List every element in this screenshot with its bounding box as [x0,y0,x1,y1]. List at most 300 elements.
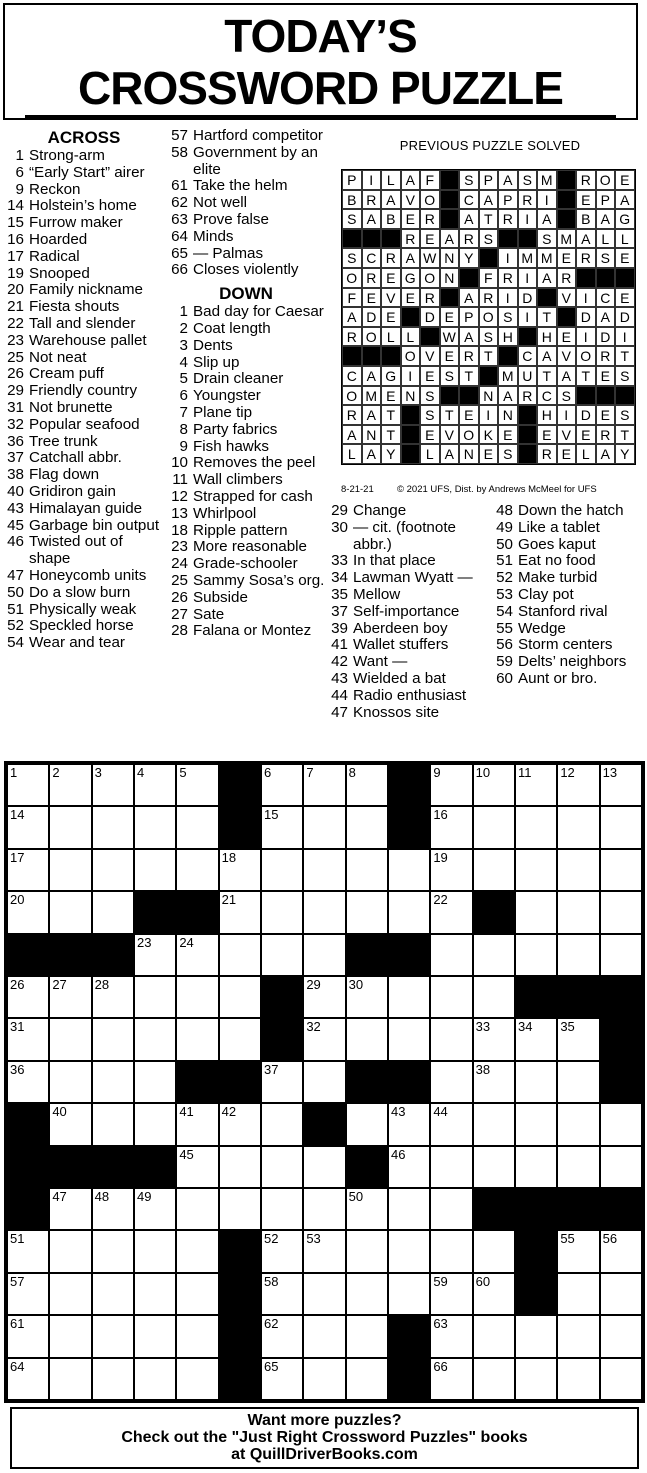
grid-cell[interactable] [557,891,599,933]
solution-letter: A [459,288,479,308]
grid-cell[interactable] [515,806,557,848]
grid-cell[interactable] [7,849,49,891]
grid-cell[interactable] [557,1018,599,1060]
clue-text: Like a tablet [518,518,600,536]
grid-cell[interactable] [600,1358,642,1400]
grid-cell[interactable] [430,934,472,976]
grid-cell[interactable] [219,1103,261,1145]
grid-cell[interactable] [388,1103,430,1145]
grid-cell[interactable] [219,849,261,891]
clue-number: 13 [171,504,188,522]
solution-letter: O [401,346,421,366]
grid-cell[interactable] [430,1188,472,1230]
grid-cell[interactable] [430,1358,472,1400]
solution-black-square [498,346,518,366]
grid-cell[interactable] [430,1018,472,1060]
grid-cell[interactable] [92,1188,134,1230]
grid-cell[interactable] [7,1230,49,1272]
solution-letter: A [362,444,382,464]
solution-black-square [518,444,538,464]
clue-text: Removes the peel [193,454,316,472]
grid-cell[interactable] [600,806,642,848]
clue-item [4,568,164,585]
grid-cell[interactable] [515,1146,557,1188]
grid-cell[interactable] [49,1315,91,1357]
grid-cell[interactable] [49,849,91,891]
grid-cell[interactable] [303,934,345,976]
grid-cell[interactable] [557,934,599,976]
grid-cell[interactable] [515,934,557,976]
grid-cell[interactable] [515,1103,557,1145]
solution-letter: Y [615,444,635,464]
grid-cell[interactable] [92,1061,134,1103]
grid-cell[interactable] [92,1018,134,1060]
clue-number: 7 [179,403,188,421]
crossword-grid [4,761,645,1403]
grid-cell[interactable] [515,764,557,806]
solution-letter: H [498,327,518,347]
clue-text: Hoarded [29,230,88,248]
grid-cell[interactable] [261,1188,303,1230]
grid-cell[interactable] [600,1146,642,1188]
grid-cell[interactable] [388,1146,430,1188]
solution-black-square [381,229,401,249]
solution-letter: C [342,366,362,386]
clue-item [4,316,164,333]
solution-black-square [401,307,421,327]
solution-letter: R [537,444,557,464]
grid-cell[interactable] [430,891,472,933]
grid-cell[interactable] [346,1188,388,1230]
black-square [134,1146,176,1188]
grid-cell[interactable] [388,1273,430,1315]
grid-cell[interactable] [176,934,218,976]
grid-cell[interactable] [176,1273,218,1315]
black-square [557,976,599,1018]
grid-cell[interactable] [7,1315,49,1357]
grid-cell[interactable] [261,1146,303,1188]
grid-cell[interactable] [49,764,91,806]
solution-letter: A [615,190,635,210]
grid-cell[interactable] [430,976,472,1018]
grid-cell[interactable] [600,764,642,806]
solution-black-square [440,386,460,406]
grid-cell[interactable] [219,1188,261,1230]
solution-letter: T [615,425,635,445]
grid-cell[interactable] [388,1230,430,1272]
clue-number: 50 [7,583,24,601]
grid-cell[interactable] [346,1358,388,1400]
solution-black-square [615,268,635,288]
grid-cell[interactable] [303,764,345,806]
solution-letter: A [479,190,499,210]
solution-letter: A [362,405,382,425]
down-clues-column-4 [493,503,645,688]
clue-item [166,422,326,439]
grid-cell[interactable] [7,1358,49,1400]
grid-cell[interactable] [261,1230,303,1272]
grid-cell[interactable] [92,1315,134,1357]
solution-black-square [518,425,538,445]
grid-cell[interactable] [7,1061,49,1103]
grid-cell[interactable] [557,1146,599,1188]
cell-number: 42 [221,1104,237,1120]
grid-cell[interactable] [134,849,176,891]
clue-text: Wear and tear [29,634,125,652]
clue-item [328,570,496,587]
grid-cell[interactable] [557,1315,599,1357]
grid-cell[interactable] [515,891,557,933]
grid-cell[interactable] [346,891,388,933]
grid-cell[interactable] [430,1230,472,1272]
grid-cell[interactable] [7,891,49,933]
grid-cell[interactable] [430,806,472,848]
clue-item [4,484,164,501]
clue-text: Holstein’s home [29,197,137,215]
grid-cell[interactable] [219,1146,261,1188]
grid-cell[interactable] [473,849,515,891]
grid-cell[interactable] [303,1188,345,1230]
grid-cell[interactable] [557,1230,599,1272]
solution-letter: A [401,170,421,190]
cell-number: 26 [10,977,25,992]
grid-cell[interactable] [176,1103,218,1145]
grid-cell[interactable] [92,1358,134,1400]
solution-letter: R [342,405,362,425]
grid-cell[interactable] [430,1273,472,1315]
solution-black-square [342,346,362,366]
grid-cell[interactable] [346,976,388,1018]
solution-letter: S [518,170,538,190]
grid-cell[interactable] [600,934,642,976]
grid-cell[interactable] [7,764,49,806]
grid-cell[interactable] [219,891,261,933]
solution-letter: B [576,209,596,229]
grid-cell[interactable] [557,1273,599,1315]
grid-cell[interactable] [303,1230,345,1272]
grid-cell[interactable] [303,976,345,1018]
solution-letter: R [498,268,518,288]
clue-number: 23 [171,538,188,556]
grid-cell[interactable] [261,764,303,806]
promo-line-3: at QuillDriverBooks.com [231,1446,418,1463]
solution-black-square [362,346,382,366]
solution-letter: I [557,405,577,425]
grid-cell[interactable] [261,1358,303,1400]
grid-cell[interactable] [473,1146,515,1188]
grid-cell[interactable] [303,1018,345,1060]
cell-number: 19 [433,849,448,865]
clue-number: 55 [496,619,513,637]
grid-cell[interactable] [219,976,261,1018]
cell-number: 12 [560,765,575,780]
previous-puzzle-grid [341,169,636,465]
clue-item [4,635,164,652]
grid-cell[interactable] [473,1018,515,1060]
solution-letter: E [420,229,440,249]
grid-cell[interactable] [473,806,515,848]
grid-cell[interactable] [261,1273,303,1315]
grid-cell[interactable] [49,1230,91,1272]
grid-cell[interactable] [303,1273,345,1315]
clue-number: 43 [331,669,348,687]
clue-number: 9 [179,437,188,455]
grid-cell[interactable] [303,1315,345,1357]
grid-cell[interactable] [473,1230,515,1272]
grid-cell[interactable] [49,891,91,933]
grid-cell[interactable] [303,849,345,891]
grid-cell[interactable] [303,1358,345,1400]
grid-cell[interactable] [346,1103,388,1145]
grid-cell[interactable] [388,976,430,1018]
solution-letter: S [498,307,518,327]
grid-cell[interactable] [134,1061,176,1103]
grid-cell[interactable] [92,806,134,848]
grid-cell[interactable] [92,1273,134,1315]
solution-letter: P [459,307,479,327]
cell-number: 31 [10,1019,25,1035]
grid-cell[interactable] [134,976,176,1018]
clue-number: 11 [172,471,188,489]
grid-cell[interactable] [261,806,303,848]
grid-cell[interactable] [134,1315,176,1357]
grid-cell[interactable] [49,806,91,848]
grid-cell[interactable] [430,1146,472,1188]
black-square [473,1188,515,1230]
clue-number: 12 [171,487,188,505]
grid-cell[interactable] [303,806,345,848]
clue-item [166,623,326,640]
grid-cell[interactable] [346,764,388,806]
solution-letter: G [381,366,401,386]
grid-cell[interactable] [219,1018,261,1060]
clue-number: 25 [171,571,188,589]
grid-cell[interactable] [600,1230,642,1272]
grid-cell[interactable] [92,1103,134,1145]
grid-cell[interactable] [176,849,218,891]
clue-item [4,299,164,316]
grid-cell[interactable] [49,1018,91,1060]
grid-cell[interactable] [134,1018,176,1060]
grid-cell[interactable] [176,764,218,806]
clue-number: 54 [496,602,513,620]
clue-number: 37 [7,449,24,467]
grid-cell[interactable] [346,1018,388,1060]
grid-cell[interactable] [261,934,303,976]
grid-cell[interactable] [303,1061,345,1103]
grid-cell[interactable] [261,1061,303,1103]
grid-cell[interactable] [92,891,134,933]
cell-number: 47 [52,1189,67,1204]
grid-cell[interactable] [261,849,303,891]
grid-cell[interactable] [430,764,472,806]
cell-number: 24 [179,934,194,950]
grid-cell[interactable] [388,849,430,891]
cell-number: 64 [10,1358,25,1374]
clue-item [493,553,645,570]
grid-cell[interactable] [388,1018,430,1060]
grid-cell[interactable] [557,1358,599,1400]
grid-cell[interactable] [49,1188,91,1230]
grid-cell[interactable] [388,1188,430,1230]
clue-item [166,590,326,607]
clue-number: 8 [179,420,188,438]
clue-text: Storm centers [518,636,613,654]
solution-letter: S [420,405,440,425]
clue-text: Aberdeen boy [353,619,448,637]
grid-cell[interactable] [430,1103,472,1145]
black-square [7,1146,49,1188]
grid-cell[interactable] [176,1358,218,1400]
grid-cell[interactable] [515,1315,557,1357]
clue-item [328,654,496,671]
solution-letter: O [342,386,362,406]
grid-cell[interactable] [388,891,430,933]
grid-cell[interactable] [515,849,557,891]
solution-letter: N [362,425,382,445]
grid-cell[interactable] [557,849,599,891]
grid-cell[interactable] [346,1273,388,1315]
grid-cell[interactable] [134,1358,176,1400]
grid-cell[interactable] [261,1103,303,1145]
clue-text: Honeycomb units [29,566,147,584]
clue-item [493,520,645,537]
cell-number: 10 [475,765,491,780]
clue-item [4,602,164,619]
grid-cell[interactable] [92,764,134,806]
grid-cell[interactable] [303,1146,345,1188]
grid-cell[interactable] [134,764,176,806]
clue-number: 30 [331,518,348,536]
solution-letter: K [479,425,499,445]
grid-cell[interactable] [261,1315,303,1357]
grid-cell[interactable] [515,1061,557,1103]
grid-cell[interactable] [430,1061,472,1103]
cell-number: 20 [10,892,25,908]
grid-cell[interactable] [176,1018,218,1060]
clue-text: Hartford competitor [193,127,323,144]
grid-cell[interactable] [346,849,388,891]
grid-cell[interactable] [473,1315,515,1357]
grid-cell[interactable] [473,976,515,1018]
grid-cell[interactable] [473,1103,515,1145]
grid-cell[interactable] [49,976,91,1018]
clue-item [328,503,496,520]
grid-cell[interactable] [430,849,472,891]
grid-cell[interactable] [219,934,261,976]
cell-number: 61 [10,1316,25,1332]
solution-letter: O [420,268,440,288]
grid-cell[interactable] [7,1273,49,1315]
grid-cell[interactable] [49,1103,91,1145]
grid-cell[interactable] [600,849,642,891]
grid-cell[interactable] [346,1230,388,1272]
grid-cell[interactable] [557,806,599,848]
grid-cell[interactable] [473,1061,515,1103]
grid-cell[interactable] [430,1315,472,1357]
grid-cell[interactable] [473,1358,515,1400]
clue-text: Plane tip [193,403,253,421]
grid-cell[interactable] [346,1315,388,1357]
clue-text: Subside [193,588,248,606]
solution-letter: E [440,346,460,366]
clue-number: 26 [7,365,24,383]
black-square [515,1188,557,1230]
solution-letter: V [420,346,440,366]
grid-cell[interactable] [557,764,599,806]
grid-cell[interactable] [176,976,218,1018]
grid-cell[interactable] [49,1061,91,1103]
black-square [515,976,557,1018]
grid-cell[interactable] [515,1018,557,1060]
black-square [176,1061,218,1103]
grid-cell[interactable] [134,806,176,848]
solution-letter: P [596,190,616,210]
solution-letter: R [342,327,362,347]
grid-cell[interactable] [134,1273,176,1315]
grid-cell[interactable] [473,934,515,976]
grid-cell[interactable] [557,1061,599,1103]
grid-cell[interactable] [134,1230,176,1272]
grid-cell[interactable] [303,891,345,933]
grid-cell[interactable] [261,891,303,933]
grid-cell[interactable] [176,1230,218,1272]
solution-letter: S [615,366,635,386]
grid-cell[interactable] [92,1230,134,1272]
solution-letter: R [518,386,538,406]
cell-number: 18 [221,849,237,865]
grid-cell[interactable] [176,1315,218,1357]
clue-number: 18 [171,521,188,539]
solution-black-square [440,190,460,210]
grid-cell[interactable] [7,1018,49,1060]
grid-cell[interactable] [134,934,176,976]
solution-letter: R [479,288,499,308]
grid-cell[interactable] [176,1188,218,1230]
grid-cell[interactable] [134,1188,176,1230]
solution-letter: C [362,248,382,268]
clue-item [4,366,164,383]
grid-cell[interactable] [49,1273,91,1315]
grid-cell[interactable] [92,976,134,1018]
solution-letter: C [537,386,557,406]
grid-cell[interactable] [176,1146,218,1188]
grid-cell[interactable] [557,1103,599,1145]
cell-number: 49 [136,1189,152,1204]
grid-cell[interactable] [134,1103,176,1145]
grid-cell[interactable] [600,891,642,933]
grid-cell[interactable] [92,849,134,891]
clue-number: 49 [496,518,513,536]
solution-letter: A [596,307,616,327]
grid-cell[interactable] [176,806,218,848]
grid-cell[interactable] [49,1358,91,1400]
grid-cell[interactable] [600,1315,642,1357]
grid-cell[interactable] [346,806,388,848]
grid-cell[interactable] [515,1358,557,1400]
solution-letter: O [596,170,616,190]
cell-number: 22 [433,892,448,908]
grid-cell[interactable] [473,1273,515,1315]
black-square [346,1146,388,1188]
grid-cell[interactable] [7,976,49,1018]
clue-number: 61 [171,177,188,195]
grid-cell[interactable] [473,764,515,806]
grid-cell[interactable] [600,1103,642,1145]
clue-number: 52 [7,617,24,635]
grid-cell[interactable] [7,806,49,848]
grid-cell[interactable] [600,1273,642,1315]
